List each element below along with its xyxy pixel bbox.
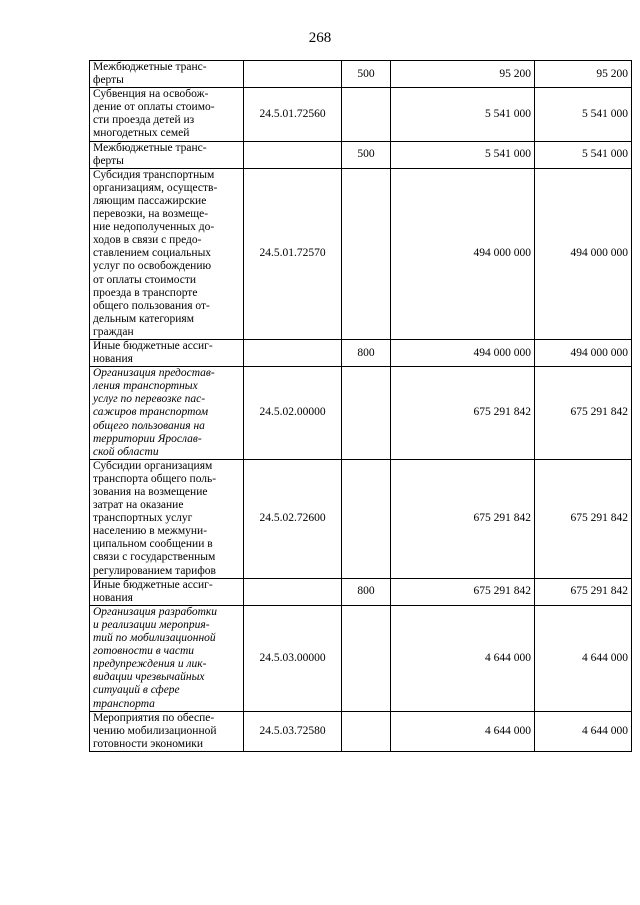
row-expense-type-cell: [342, 711, 391, 751]
table-row: [90, 88, 632, 141]
row-code-cell: [244, 141, 342, 168]
row-amount-year2-cell: [535, 141, 632, 168]
row-name-text: Организация предостав- ления транспортных услуг по перевозке пас- сажиров транспортом общего пользования на территории Ярослав- ской области: [93, 367, 215, 458]
row-expense-type-cell: [342, 141, 391, 168]
row-amount-year2-text: 5 541 000: [582, 107, 628, 120]
row-amount-year1-text: 675 291 842: [473, 585, 531, 598]
row-amount-year1-text: 494 000 000: [473, 346, 531, 359]
row-amount-year1-text: 5 541 000: [485, 148, 531, 161]
row-amount-year2-cell: [535, 168, 632, 339]
row-amount-year1-cell: [391, 578, 535, 605]
row-amount-year1-cell: [391, 367, 535, 460]
table-row: [90, 61, 632, 88]
row-amount-year2-text: 494 000 000: [570, 247, 628, 260]
row-code-text: 24.5.01.72570: [259, 247, 326, 260]
row-name-cell: [90, 88, 244, 141]
row-name-cell: [90, 459, 244, 578]
row-amount-year2-cell: [535, 339, 632, 366]
row-name-cell: [90, 605, 244, 711]
row-expense-type-text: 800: [357, 346, 375, 359]
row-expense-type-cell: [342, 367, 391, 460]
row-name-text: Межбюджетные транс- ферты: [93, 141, 207, 167]
row-code-cell: [244, 339, 342, 366]
row-amount-year1-text: 4 644 000: [485, 651, 531, 664]
row-amount-year2-text: 675 291 842: [570, 585, 628, 598]
budget-table: [89, 60, 632, 752]
row-code-cell: [244, 578, 342, 605]
row-name-text: Мероприятия по обеспе- чению мобилизационной готовности экономики: [93, 711, 217, 750]
table-row: [90, 459, 632, 578]
page-number: 268: [308, 30, 332, 46]
row-amount-year2-cell: [535, 711, 632, 751]
row-amount-year2-cell: [535, 61, 632, 88]
row-amount-year2-text: 675 291 842: [570, 406, 628, 419]
row-expense-type-text: 500: [357, 67, 375, 80]
row-amount-year2-text: 494 000 000: [570, 346, 628, 359]
row-code-text: 24.5.01.72560: [259, 107, 326, 120]
row-amount-year2-cell: [535, 367, 632, 460]
row-expense-type-cell: [342, 339, 391, 366]
table-row: [90, 141, 632, 168]
row-amount-year1-text: 494 000 000: [473, 247, 531, 260]
row-name-text: Иные бюджетные ассиг- нования: [93, 578, 213, 604]
row-amount-year2-cell: [535, 578, 632, 605]
row-amount-year1-cell: [391, 459, 535, 578]
row-name-cell: [90, 339, 244, 366]
row-name-text: Организация разработки и реализации мероприя- тий по мобилизационной готовности в части предупреждения и лик- видации чрезвычайных ситуаций в сфере транспорта: [93, 605, 218, 710]
row-expense-type-cell: [342, 578, 391, 605]
row-amount-year1-cell: [391, 61, 535, 88]
row-amount-year1-text: 4 644 000: [485, 724, 531, 737]
row-amount-year1-text: 95 200: [499, 67, 531, 80]
row-name-cell: [90, 61, 244, 88]
row-amount-year1-cell: [391, 605, 535, 711]
row-expense-type-cell: [342, 605, 391, 711]
row-code-text: 24.5.03.72580: [259, 724, 326, 737]
row-amount-year2-cell: [535, 459, 632, 578]
row-name-cell: [90, 578, 244, 605]
row-amount-year1-cell: [391, 141, 535, 168]
table-row: [90, 339, 632, 366]
row-amount-year1-text: 5 541 000: [485, 107, 531, 120]
row-amount-year2-cell: [535, 605, 632, 711]
row-name-text: Межбюджетные транс- ферты: [93, 61, 207, 87]
row-code-text: 24.5.02.72600: [259, 512, 326, 525]
row-name-cell: [90, 711, 244, 751]
row-amount-year1-text: 675 291 842: [473, 512, 531, 525]
row-amount-year2-text: 4 644 000: [582, 651, 628, 664]
row-amount-year1-cell: [391, 711, 535, 751]
row-code-cell: [244, 88, 342, 141]
table-row: [90, 711, 632, 751]
row-code-text: 24.5.02.00000: [259, 406, 326, 419]
row-code-cell: [244, 605, 342, 711]
row-code-text: 24.5.03.00000: [259, 651, 326, 664]
row-amount-year1-cell: [391, 339, 535, 366]
row-amount-year2-cell: [535, 88, 632, 141]
row-name-text: Субвенция на освобож- дение от оплаты стоимо- сти проезда детей из многодетных семей: [93, 88, 215, 140]
row-code-cell: [244, 459, 342, 578]
row-expense-type-cell: [342, 61, 391, 88]
row-name-text: Субсидия транспортным организациям, осуществ- ляющим пассажирские перевозки, на возмеще- ние недополученных до- ходов в связи с предо- ставлением социальных услуг по освобождению от оплаты стоимости проезда в транспорте общего пользования от- дельным категориям граждан: [93, 168, 218, 338]
row-expense-type-text: 500: [357, 148, 375, 161]
row-name-cell: [90, 141, 244, 168]
table-row: [90, 605, 632, 711]
table-row: [90, 168, 632, 339]
row-code-cell: [244, 168, 342, 339]
row-name-cell: [90, 367, 244, 460]
row-amount-year1-text: 675 291 842: [473, 406, 531, 419]
row-amount-year1-cell: [391, 88, 535, 141]
row-name-cell: [90, 168, 244, 339]
row-amount-year2-text: 4 644 000: [582, 724, 628, 737]
row-name-text: Иные бюджетные ассиг- нования: [93, 339, 213, 366]
row-amount-year1-cell: [391, 168, 535, 339]
row-code-cell: [244, 711, 342, 751]
row-name-text: Субсидии организациям транспорта общего поль- зования на возмещение затрат на оказание транспортных услуг населению в межмуни- ципальном сообщении в связи с государственным регулированием тарифов: [93, 459, 217, 577]
row-code-cell: [244, 61, 342, 88]
table-row: [90, 367, 632, 460]
row-expense-type-cell: [342, 168, 391, 339]
row-amount-year2-text: 675 291 842: [570, 512, 628, 525]
row-amount-year2-text: 5 541 000: [582, 148, 628, 161]
table-row: [90, 578, 632, 605]
row-code-cell: [244, 367, 342, 460]
row-expense-type-cell: [342, 459, 391, 578]
row-expense-type-text: 800: [357, 585, 375, 598]
row-amount-year2-text: 95 200: [596, 67, 628, 80]
row-expense-type-cell: [342, 88, 391, 141]
budget-table-body: [90, 61, 632, 752]
